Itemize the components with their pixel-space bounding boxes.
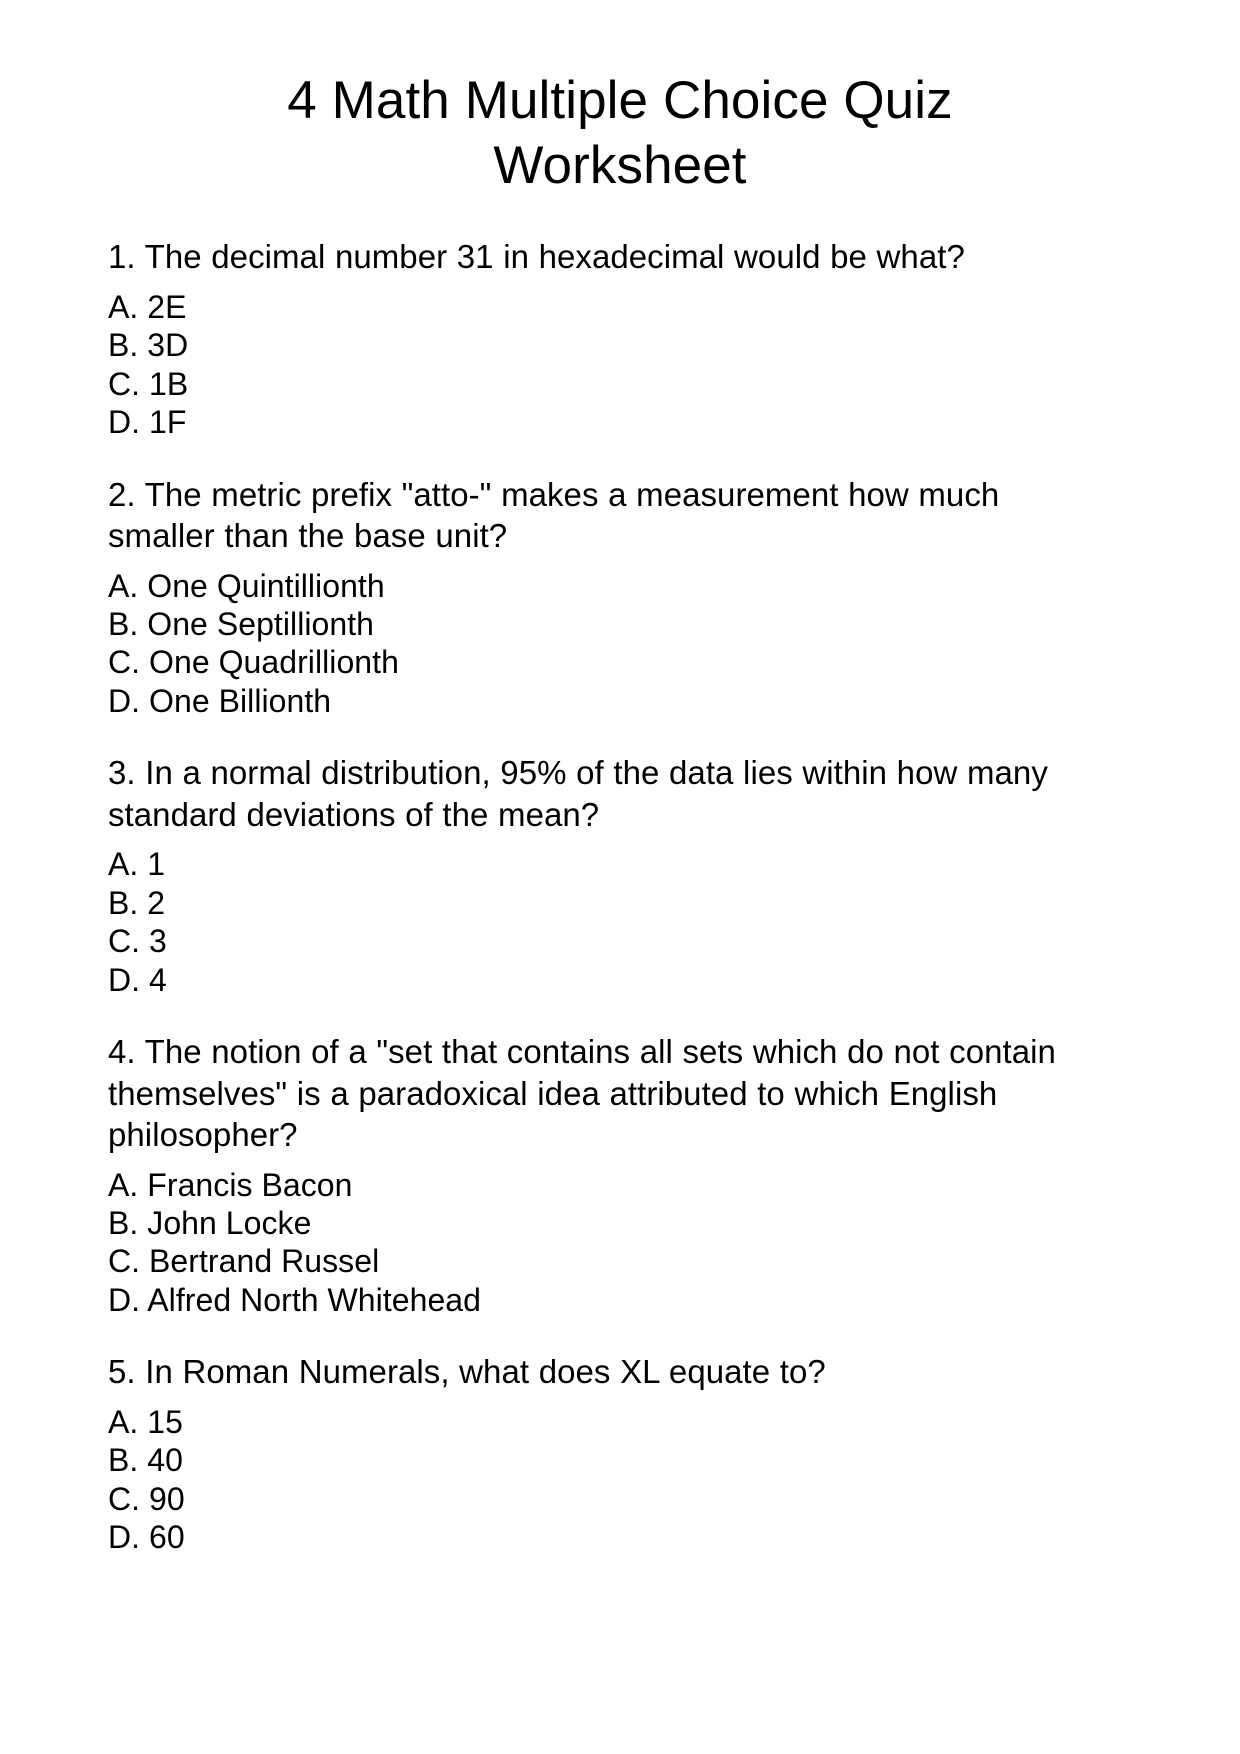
option-list bbox=[108, 845, 1110, 999]
option-item-d[interactable]: D. One Billionth bbox=[108, 682, 332, 719]
option-item-c[interactable]: C. One Quadrillionth bbox=[108, 644, 399, 681]
option-item-c[interactable]: C. Bertrand Russel bbox=[108, 1243, 380, 1280]
option-item-a[interactable]: A. 2E bbox=[108, 288, 187, 325]
option-item-b[interactable]: B. 2 bbox=[108, 884, 166, 921]
option-item-c[interactable]: C. 1B bbox=[108, 365, 189, 402]
option-item-c[interactable]: C. 3 bbox=[108, 923, 167, 960]
page-title: 4 Math Multiple Choice Quiz Worksheet bbox=[287, 71, 953, 196]
option-item-b[interactable]: B. 40 bbox=[108, 1442, 183, 1479]
question-block bbox=[108, 474, 1110, 721]
option-item-a[interactable]: A. Francis Bacon bbox=[108, 1166, 353, 1203]
question-text: 5. In Roman Numerals, what does XL equate to? bbox=[108, 1353, 826, 1391]
question-block bbox=[108, 1351, 1110, 1556]
option-item-c[interactable]: C. 90 bbox=[108, 1480, 185, 1517]
option-item-b[interactable]: B. One Septillionth bbox=[108, 606, 374, 643]
question-text: 4. The notion of a "set that contains all sets which do not contain themselves" is a paradoxical idea attributed to which English philosopher? bbox=[108, 1032, 1056, 1154]
question-block bbox=[108, 752, 1110, 999]
option-list bbox=[108, 567, 1110, 721]
option-item-b[interactable]: B. 3D bbox=[108, 327, 189, 364]
option-list bbox=[108, 1166, 1110, 1320]
question-block bbox=[108, 1031, 1110, 1319]
option-list bbox=[108, 1403, 1110, 1557]
question-block bbox=[108, 236, 1110, 441]
option-item-d[interactable]: D. 4 bbox=[108, 961, 167, 998]
question-list bbox=[0, 236, 1240, 1556]
option-item-a[interactable]: A. 1 bbox=[108, 846, 166, 883]
option-item-d[interactable]: D. 1F bbox=[108, 404, 187, 441]
question-text: 3. In a normal distribution, 95% of the data lies within how many standard deviations of the mean? bbox=[108, 754, 1048, 833]
question-text: 2. The metric prefix "atto-" makes a measurement how much smaller than the base unit? bbox=[108, 475, 1000, 555]
option-item-a[interactable]: A. One Quintillionth bbox=[108, 567, 385, 604]
question-text: 1. The decimal number 31 in hexadecimal would be what? bbox=[108, 238, 965, 276]
option-list bbox=[108, 288, 1110, 442]
option-item-a[interactable]: A. 15 bbox=[108, 1403, 183, 1440]
option-item-b[interactable]: B. John Locke bbox=[108, 1205, 312, 1242]
option-item-d[interactable]: D. Alfred North Whitehead bbox=[108, 1281, 481, 1318]
option-item-d[interactable]: D. 60 bbox=[108, 1519, 185, 1555]
